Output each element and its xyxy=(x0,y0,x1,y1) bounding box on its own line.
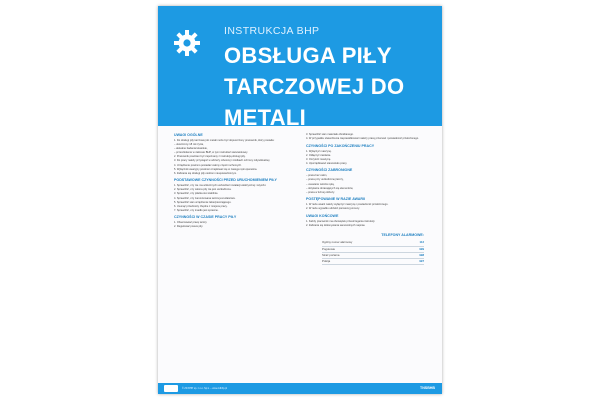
section-heading: CZYNNOŚCI PO ZAKOŃCZENIU PRACY xyxy=(306,143,375,148)
phone-label: Pogotowie xyxy=(322,246,336,251)
instruction-item: 3. Do pracy należy przystąpić w odzieży roboczej i środkach ochrony indywidualnej. xyxy=(174,159,271,163)
instruction-item: – aktualne badania lekarskie, xyxy=(174,147,208,151)
instruction-item: – praca przy uszkodzonej tarczy, xyxy=(306,178,344,182)
instruction-item: 2. Regulować posuw piły. xyxy=(174,225,204,229)
instruction-item: 1. Sprawdzić, czy nie ma widocznych uszkodzeń instalacji elektrycznej i wtyczki. xyxy=(174,184,267,188)
left-column xyxy=(174,133,292,232)
instruction-item: 2. Zabrania się dokonywania samowolnych napraw. xyxy=(306,223,366,227)
phone-number: 997 xyxy=(419,259,424,264)
instruction-item: 4. Uporządkować stanowisko pracy. xyxy=(306,161,348,165)
publisher-logo xyxy=(164,385,178,392)
instruction-section xyxy=(174,178,292,212)
instruction-item: 4. W przypadku stwierdzenia nieprawidłowości należy pracę przerwać i powiadomić przełożonego. xyxy=(306,137,419,141)
instruction-section xyxy=(306,133,424,141)
gear-icon xyxy=(174,30,200,56)
instruction-item: 1. Wyłączyć maszynę. xyxy=(306,149,332,153)
footer-code: TNSBHB xyxy=(420,386,435,390)
section-heading: POSTĘPOWANIE W RAZIE AWARII xyxy=(306,197,365,202)
phone-label: Straż pożarna xyxy=(322,252,340,257)
page-title xyxy=(224,40,442,133)
instruction-item: – przeszkolenie w zakresie BHP, w tym instruktaż stanowiskowy. xyxy=(174,151,248,155)
phone-label: Ogólny numer alarmowy xyxy=(322,240,353,245)
right-sections xyxy=(306,133,424,227)
instruction-item: – dotykanie obracających się elementów, xyxy=(306,186,354,190)
instruction-sheet xyxy=(158,6,442,394)
footer-text: © ZD BHP sp. z o.o. Sp.k. – www.zdbhp.pl xyxy=(182,386,228,390)
instruction-item: 4. Sprawdzić, czy zamontowana tarcza jest właściwa. xyxy=(174,196,236,200)
instruction-item: 6. Usunąć przedmioty zbędne z miejsca pracy. xyxy=(174,204,228,208)
phone-number: 998 xyxy=(419,252,424,257)
instruction-section xyxy=(174,133,292,175)
instruction-item: – usuwanie wiórów ręką, xyxy=(306,182,335,186)
instruction-item: – ukończony 18 rok życia, xyxy=(174,143,204,147)
instruction-item: 2. W razie wypadku udzielić pierwszej pomocy. xyxy=(306,207,360,211)
instruction-section xyxy=(306,197,424,211)
phone-number: 999 xyxy=(419,246,424,251)
section-heading: PODSTAWOWE CZYNNOŚCI PRZED URUCHOMIENIEM PIŁY xyxy=(174,178,277,183)
phone-number: 112 xyxy=(419,240,424,245)
section-heading: CZYNNOŚCI W CZASIE PRACY PIŁY xyxy=(174,215,237,220)
instruction-section xyxy=(174,215,292,229)
header-banner xyxy=(158,6,442,130)
section-heading: UWAGI KOŃCOWE xyxy=(306,213,339,218)
footer-bar xyxy=(158,383,442,394)
phone-row xyxy=(322,259,424,265)
instruction-item: 4. Urządzenie powinno posiadać osłony części ruchomych. xyxy=(174,163,242,167)
instruction-item: 1. Obserwować pracę tarczy. xyxy=(174,221,208,225)
title-line-1: OBSŁUGA PIŁY xyxy=(224,43,392,68)
instruction-section xyxy=(306,214,424,228)
phone-label: Policja xyxy=(322,259,331,264)
instruction-item: 2. Sprawdzić, czy osłona piły nie jest uszkodzona. xyxy=(174,188,232,192)
instruction-section xyxy=(306,144,424,166)
right-column xyxy=(306,133,424,265)
instruction-item: 1. W razie awarii należy wyłączyć maszynę i powiadomić przełożonego. xyxy=(306,203,389,207)
instruction-item: 1. Każdy pracownik ma obowiązek przestrzegania instrukcji. xyxy=(306,219,376,223)
section-heading: CZYNNOŚCI ZABRONIONE xyxy=(306,168,353,173)
instruction-item: 3. Sprawdzić stan materiału obrabianego. xyxy=(306,133,354,136)
instruction-item: – praca bez osłon, xyxy=(306,174,328,178)
instruction-item: 5. Wyłącznik awaryjny powinien znajdować się w zasięgu ręki operatora. xyxy=(174,167,258,171)
instruction-item: 6. Zabrania się obsługi piły osobom nieupoważnionym. xyxy=(174,171,237,175)
instruction-item: – praca w luźnej odzieży. xyxy=(306,190,335,194)
instruction-item: 3. Sprawdzić, czy pilarka stoi stabilnie. xyxy=(174,192,219,196)
title-line-2: TARCZOWEJ DO METALI xyxy=(224,74,405,130)
instruction-item: 2. Pracownik powinien być zapoznany z instrukcją obsługi piły. xyxy=(174,155,246,159)
instruction-item: 1. Do obsługi piły tarczowej do metali może być dopuszczony pracownik, który posiada: xyxy=(174,139,275,142)
instruction-item: 5. Sprawdzić stan urządzenia zabezpieczającego. xyxy=(174,200,232,204)
section-heading: UWAGI OGÓLNE xyxy=(174,133,203,137)
phone-list xyxy=(322,240,424,265)
instruction-item: 2. Odłączyć zasilanie. xyxy=(306,153,332,157)
instruction-item: 3. Oczyścić maszynę. xyxy=(306,157,332,161)
emergency-phones xyxy=(322,233,424,265)
phones-title: TELEFONY ALARMOWE: xyxy=(381,233,424,238)
header-label: INSTRUKCJA BHP xyxy=(224,25,320,37)
instruction-section xyxy=(306,168,424,194)
instruction-item: 7. Sprawdzić, czy imadło jest sprawne. xyxy=(174,208,219,212)
